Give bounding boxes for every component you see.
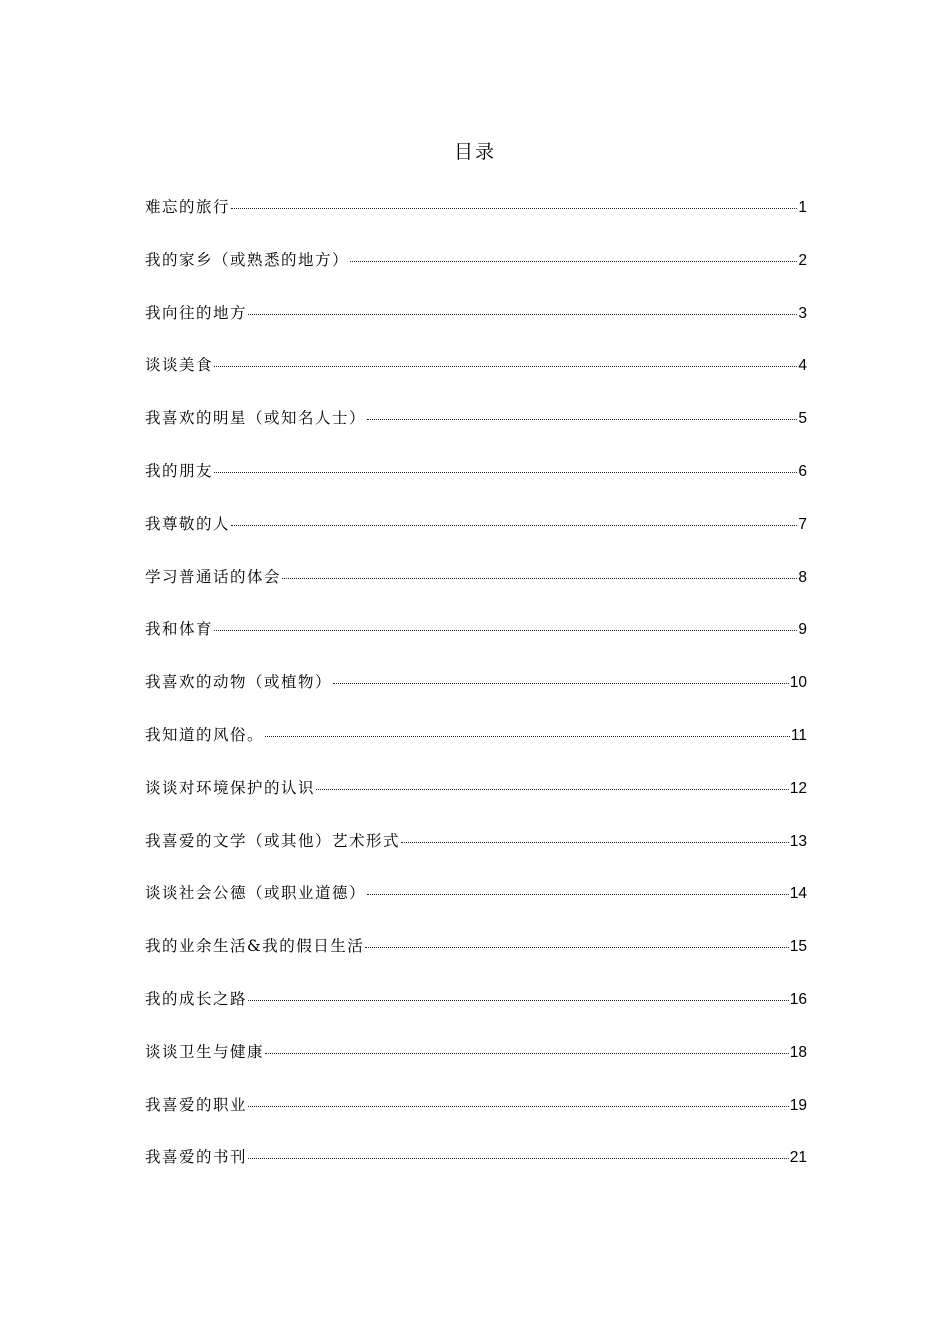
toc-entry-text: 难忘的旅行 [145, 198, 231, 216]
toc-entry-text: 我喜爱的职业 [145, 1095, 248, 1114]
toc-entry-page: 4 [798, 357, 807, 375]
toc-entry-page: 21 [789, 1149, 807, 1167]
toc-entry[interactable] [145, 193, 807, 246]
toc-entry[interactable] [145, 299, 807, 352]
toc-entry[interactable] [145, 879, 807, 932]
dot-leader [367, 894, 789, 895]
toc-entry[interactable] [145, 351, 807, 404]
toc-entry-text: 我喜欢的动物（或植物） [145, 673, 333, 692]
toc-entry-text: 我的成长之路 [145, 989, 248, 1008]
toc-entry[interactable] [145, 615, 807, 668]
toc-entry-page: 2 [798, 251, 807, 269]
toc-entry-text: 谈谈卫生与健康 [145, 1042, 265, 1061]
toc-entry[interactable] [145, 1038, 807, 1091]
toc-entry[interactable] [145, 404, 807, 457]
toc-entry[interactable] [145, 457, 807, 510]
dot-leader [248, 314, 797, 315]
toc-entry-page: 10 [789, 674, 807, 692]
dot-leader [248, 1158, 789, 1159]
toc-title: 目录 [453, 141, 496, 163]
dot-leader [214, 630, 797, 631]
toc-list [145, 193, 807, 1196]
dot-leader [248, 1106, 789, 1107]
dot-leader [231, 525, 797, 526]
toc-entry-page: 3 [798, 304, 807, 322]
dot-leader [214, 366, 797, 367]
toc-entry-text: 我的业余生活&我的假日生活 [145, 937, 365, 956]
dot-leader [231, 208, 797, 209]
toc-entry[interactable] [145, 721, 807, 774]
toc-entry[interactable] [145, 510, 807, 563]
toc-entry-page: 19 [789, 1096, 807, 1114]
toc-entry[interactable] [145, 774, 807, 827]
toc-entry-text: 谈谈对环境保护的认识 [145, 778, 316, 797]
dot-leader [248, 1000, 789, 1001]
toc-entry-text: 谈谈美食 [145, 356, 214, 375]
toc-entry[interactable] [145, 246, 807, 299]
toc-entry-text: 学习普通话的体会 [145, 567, 282, 586]
toc-entry-text: 我喜爱的文学（或其他）艺术形式 [145, 831, 401, 850]
toc-entry-text: 我喜爱的书刊 [145, 1148, 248, 1167]
toc-entry-page: 1 [798, 199, 807, 216]
toc-entry[interactable] [145, 1091, 807, 1144]
toc-entry[interactable] [145, 932, 807, 985]
toc-entry-page: 7 [798, 515, 807, 533]
toc-entry-text: 谈谈社会公德（或职业道德） [145, 884, 367, 903]
toc-entry-page: 16 [789, 990, 807, 1008]
toc-entry-page: 13 [789, 832, 807, 850]
toc-entry[interactable] [145, 563, 807, 616]
toc-entry[interactable] [145, 668, 807, 721]
toc-entry[interactable] [145, 985, 807, 1038]
toc-entry-page: 15 [789, 938, 807, 956]
toc-entry-page: 18 [789, 1043, 807, 1061]
dot-leader [282, 578, 797, 579]
toc-entry-page: 8 [798, 568, 807, 586]
toc-entry-page: 6 [798, 462, 807, 480]
toc-entry[interactable] [145, 827, 807, 880]
dot-leader [367, 419, 797, 420]
toc-entry-text: 我和体育 [145, 620, 214, 639]
toc-entry-page: 12 [789, 779, 807, 797]
dot-leader [214, 472, 797, 473]
toc-entry-page: 5 [798, 410, 807, 428]
dot-leader [401, 842, 789, 843]
toc-entry[interactable] [145, 1143, 807, 1196]
toc-entry-text: 我向往的地方 [145, 303, 248, 322]
dot-leader [265, 736, 790, 737]
toc-entry-text: 我知道的风俗。 [145, 725, 265, 744]
toc-entry-text: 我的家乡（或熟悉的地方） [145, 250, 350, 269]
toc-entry-page: 14 [789, 885, 807, 903]
dot-leader [365, 947, 788, 948]
toc-entry-page: 11 [790, 726, 807, 744]
toc-entry-text: 我尊敬的人 [145, 514, 231, 533]
dot-leader [350, 261, 797, 262]
toc-entry-page: 9 [798, 621, 807, 639]
toc-entry-text: 我的朋友 [145, 461, 214, 480]
dot-leader [316, 789, 789, 790]
toc-entry-text: 我喜欢的明星（或知名人士） [145, 409, 367, 428]
dot-leader [265, 1053, 789, 1054]
dot-leader [333, 683, 789, 684]
